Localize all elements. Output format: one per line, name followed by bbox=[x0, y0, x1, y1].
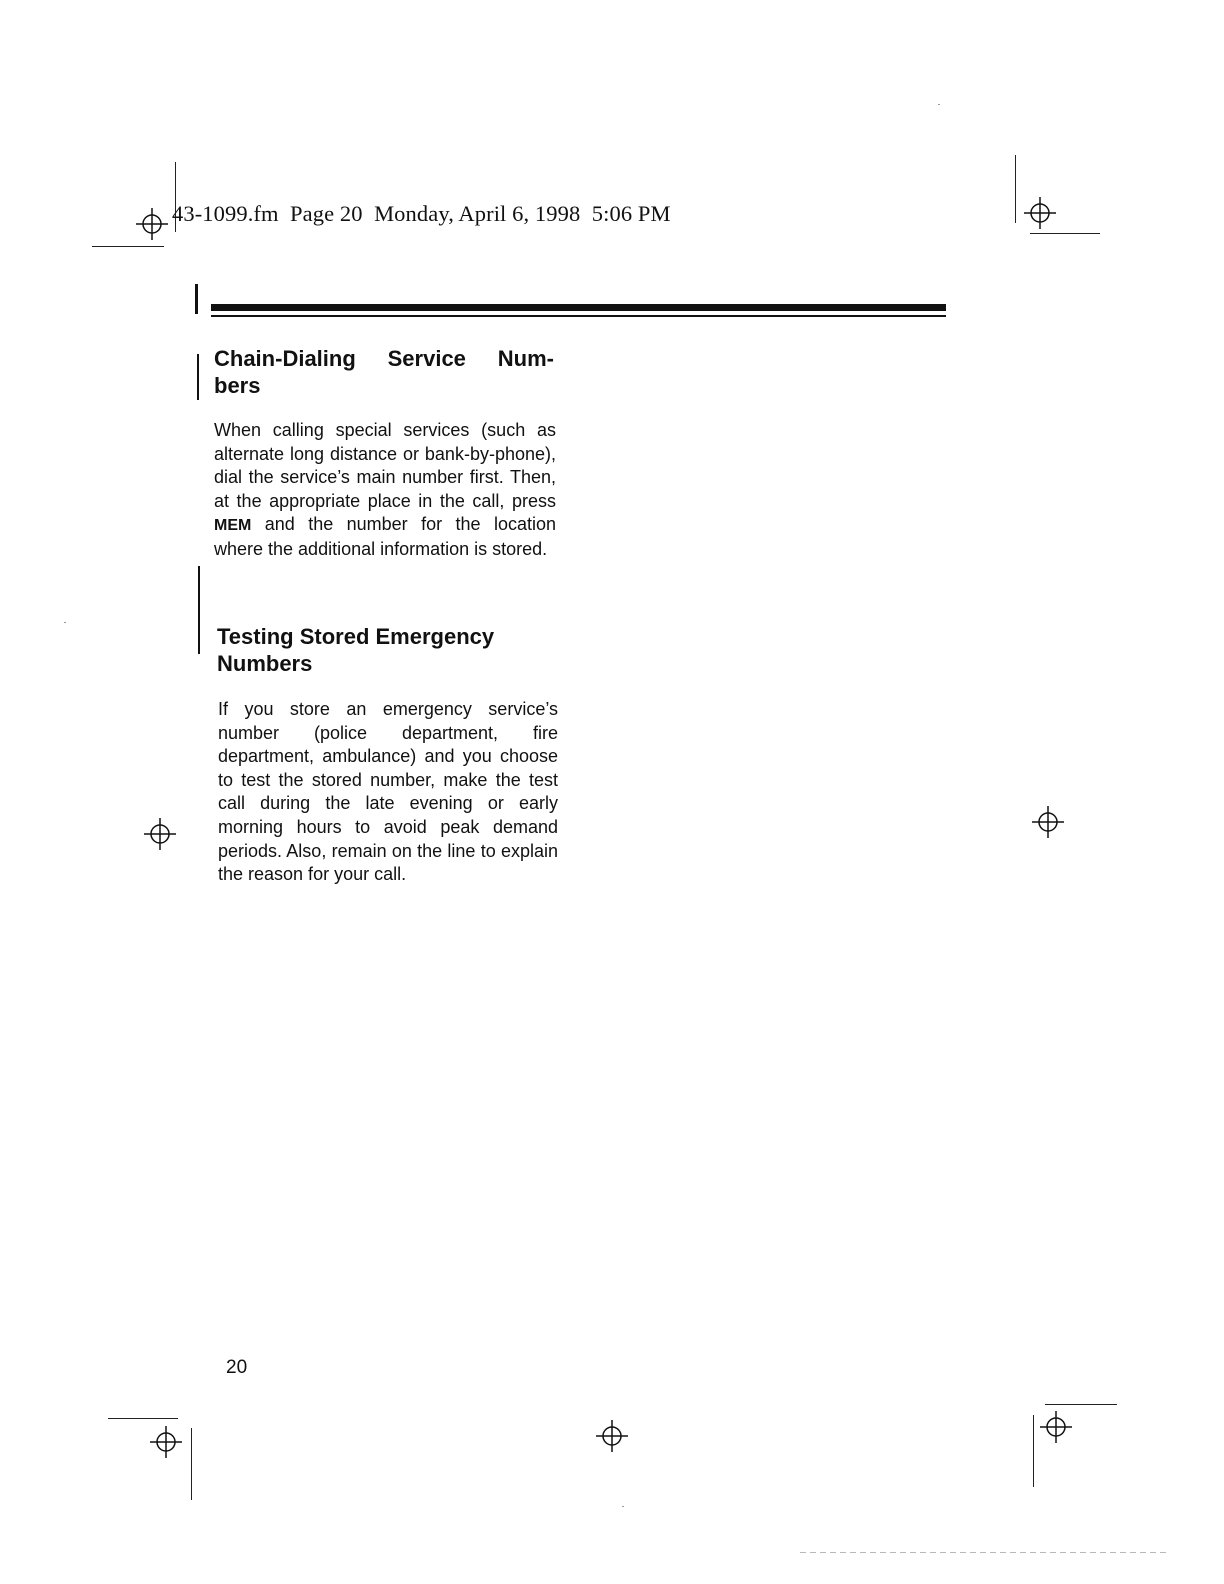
registration-target-icon bbox=[1022, 195, 1058, 231]
registration-target-icon bbox=[1038, 1409, 1074, 1445]
crop-mark-bottom-left-vertical bbox=[191, 1428, 192, 1500]
heading-line: Numbers bbox=[217, 651, 313, 676]
chapter-rule-thin bbox=[211, 315, 946, 317]
paragraph-text: When calling special services (such as alternate long distance or bank-by-phone), dial the service’s main number first. Then, at the appropriate place in the call, press bbox=[214, 420, 556, 511]
registration-target-icon bbox=[142, 816, 178, 852]
heading-line: Testing Stored Emergency bbox=[217, 624, 495, 649]
crop-mark-top-left-horizontal bbox=[92, 246, 164, 247]
crop-mark-top-right-horizontal bbox=[1030, 233, 1100, 234]
scan-speck bbox=[64, 622, 66, 623]
heading-line: bers bbox=[214, 373, 261, 398]
registration-target-icon bbox=[1030, 804, 1066, 840]
crop-mark-bottom-right-vertical bbox=[1033, 1415, 1034, 1487]
crop-mark-bottom-right-horizontal bbox=[1045, 1404, 1117, 1405]
registration-target-icon bbox=[148, 1424, 184, 1460]
crop-mark-bottom-left-horizontal bbox=[108, 1418, 178, 1419]
paragraph-chain-dialing bbox=[214, 419, 556, 562]
change-bar bbox=[195, 284, 198, 314]
page-number: 20 bbox=[226, 1357, 248, 1378]
scan-bottom-line bbox=[800, 1552, 1170, 1553]
change-bar bbox=[198, 566, 200, 654]
scan-speck bbox=[622, 1506, 624, 1507]
file-slug-header: 43-1099.fm Page 20 Monday, April 6, 1998 5:06 PM bbox=[172, 201, 671, 226]
registration-target-icon bbox=[134, 206, 170, 242]
scan-speck bbox=[938, 104, 940, 105]
section-heading-chain-dialing bbox=[214, 345, 559, 399]
paragraph-text: and the number for the location where the additional information is stored. bbox=[214, 514, 556, 559]
paragraph-testing-emergency: If you store an emergency service’s number (police department, fire department, ambulance) and you choose to test the stored number, make the test call during the late evening or early morning hours to avoid peak demand periods. Also, remain on the line to explain the reason for your call. bbox=[218, 699, 558, 885]
heading-line: Chain-Dialing Service Num- bbox=[214, 346, 554, 371]
section-heading-testing-emergency bbox=[217, 623, 562, 677]
chapter-rule-thick bbox=[211, 304, 946, 311]
registration-target-icon bbox=[594, 1418, 630, 1454]
change-bar bbox=[197, 354, 199, 400]
mem-key-label: MEM bbox=[214, 517, 252, 535]
crop-mark-top-right-vertical bbox=[1015, 155, 1016, 223]
